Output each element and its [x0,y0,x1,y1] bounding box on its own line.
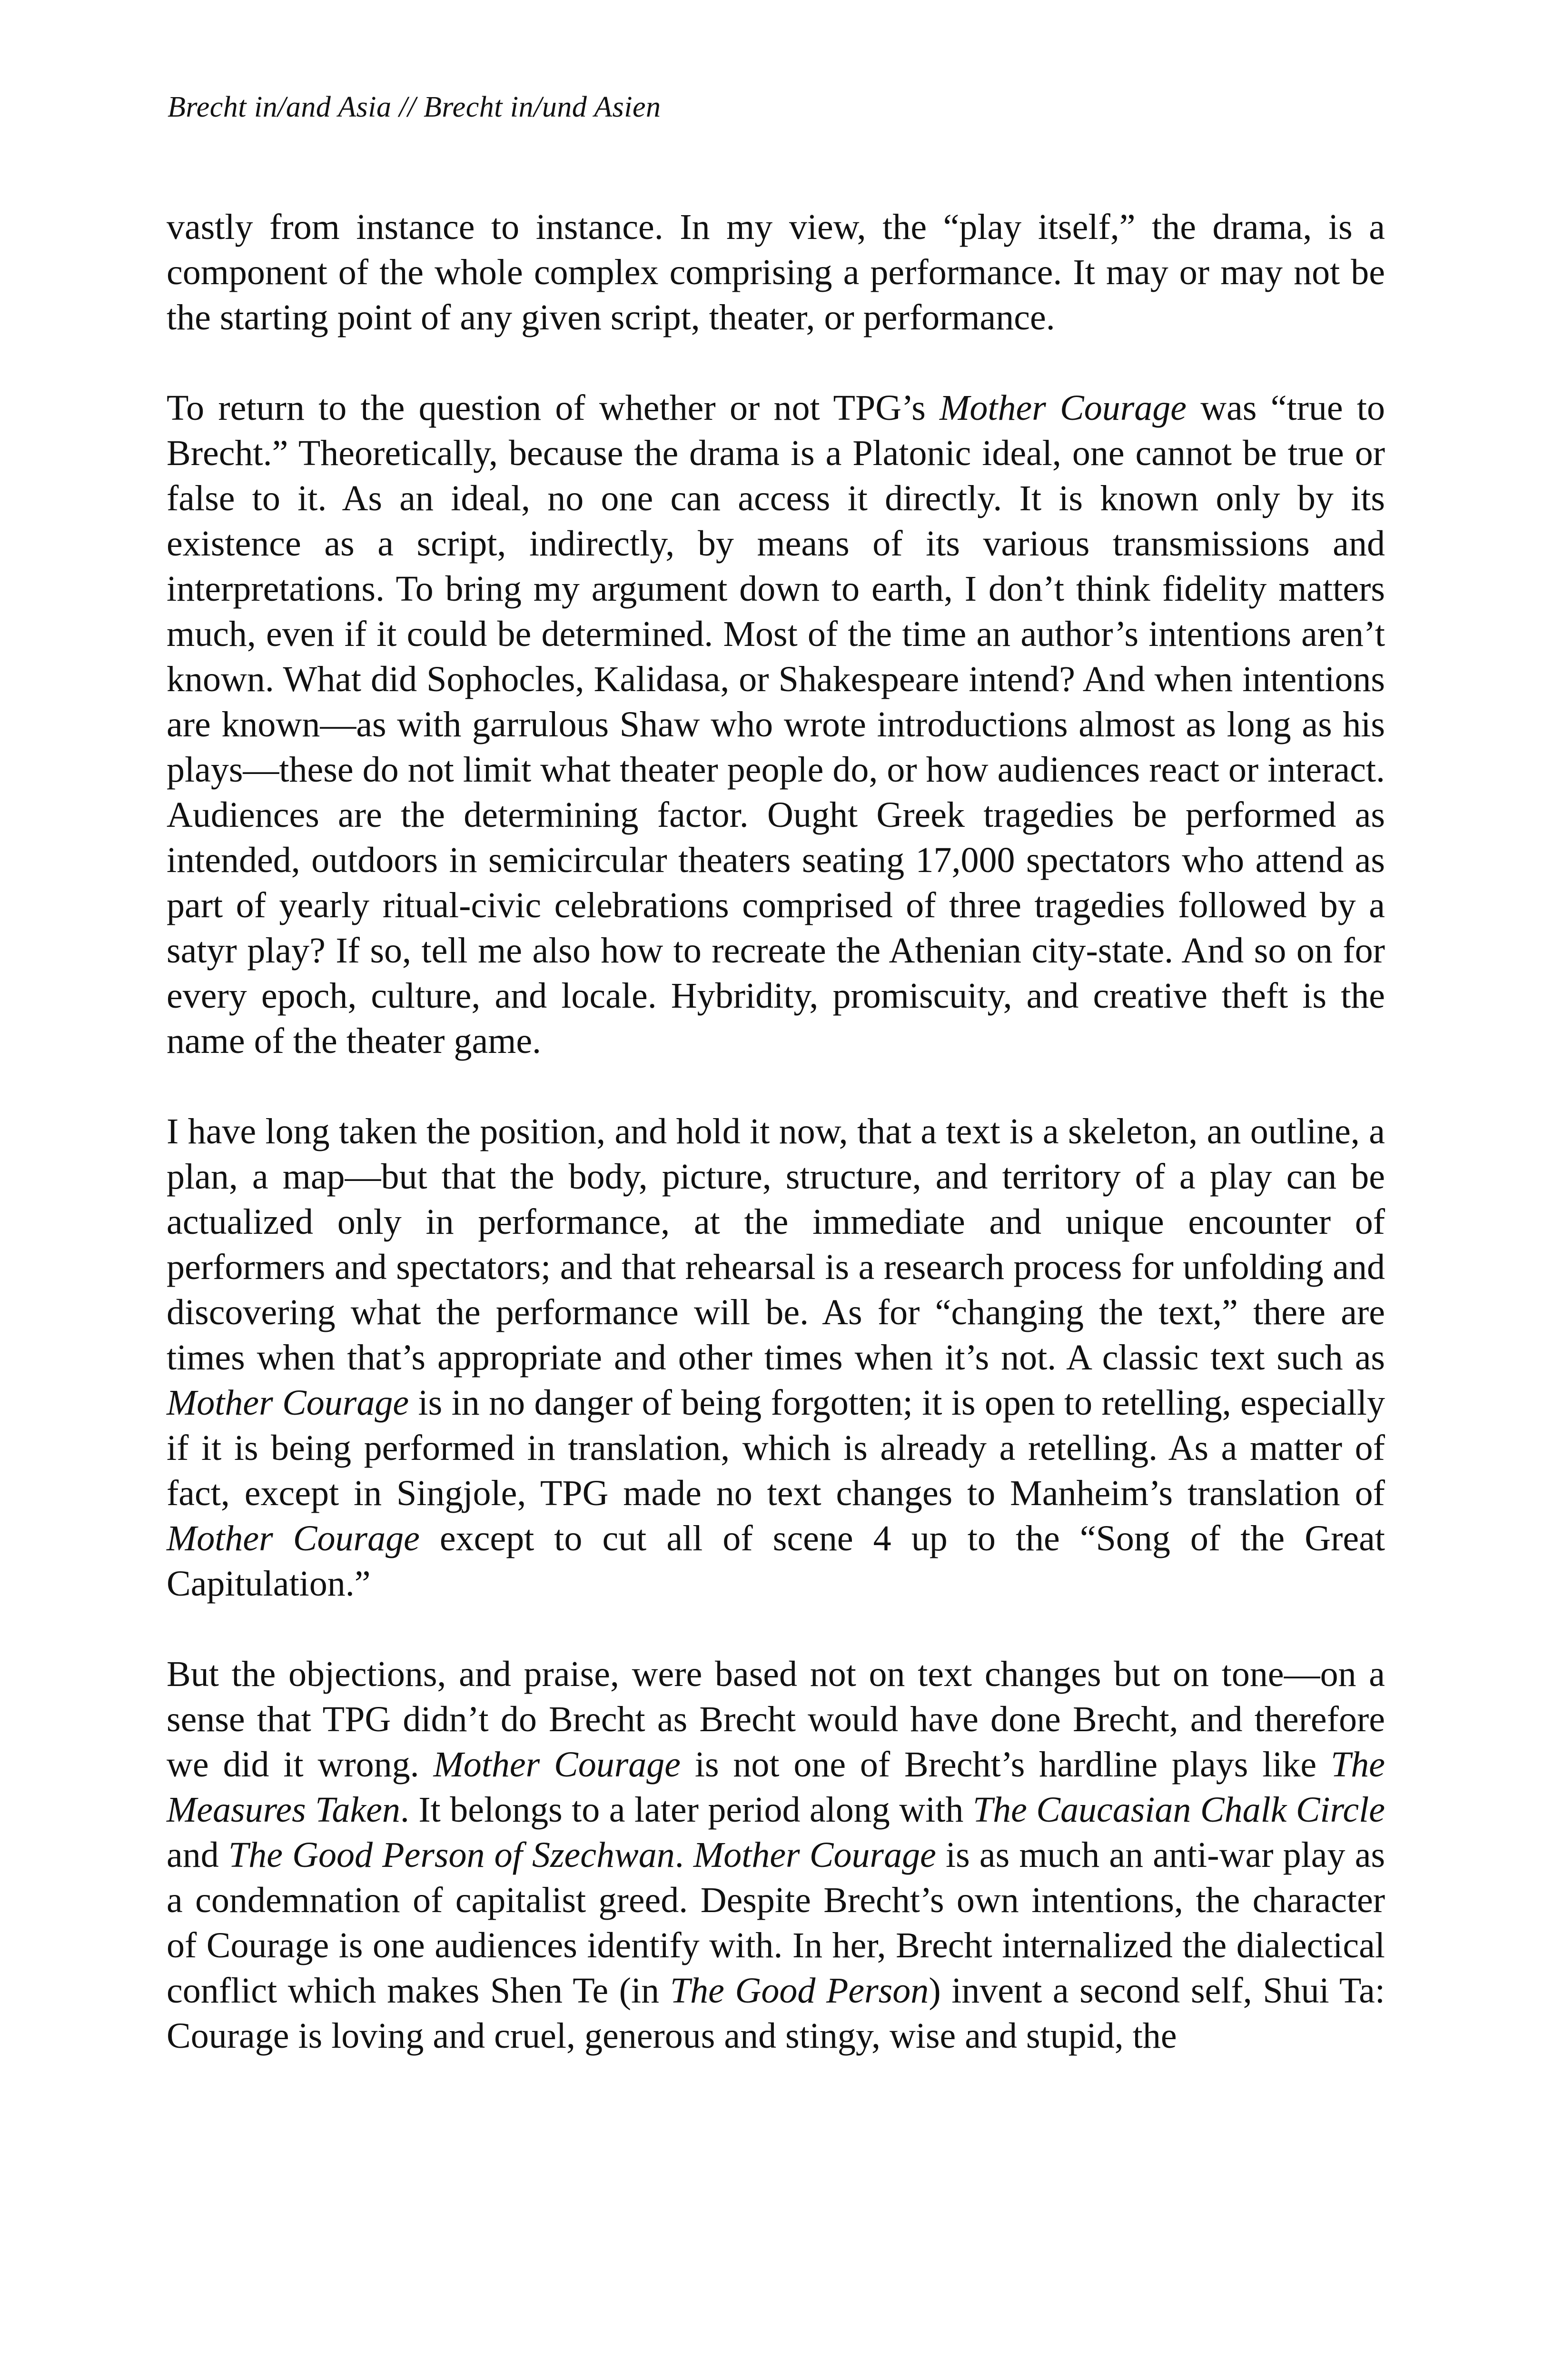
paragraph-1-text: vastly from instance to instance. In my view, the “play itself,” the drama, is a component of the whole complex comprising a performance. It may or may not be the starting point of any given script, theater, or performance. [167,207,1385,337]
paragraph-4-text: ) invent a second self, Shui Ta: Courage is loving and cruel, generous and stingy, wise and stupid, the [167,1971,1385,2056]
body-text [167,205,1385,2059]
title-the-measures-taken: The Measures Taken [167,1745,1385,1830]
title-good-person-of-szechwan: The Good Person of Szechwan [228,1835,675,1875]
paragraph-4-text: and [167,1835,228,1875]
title-the-good-person: The Good Person [670,1971,929,2011]
paragraph-4 [167,1652,1385,2059]
title-caucasian-chalk-circle: The Caucasian Chalk Circle [972,1790,1385,1830]
paragraph-3-text: except to cut all of scene 4 up to the “Song of the Great Capitulation.” [167,1518,1385,1604]
paragraph-2-text: was “true to Brecht.” Theoretically, because the drama is a Platonic ideal, one cannot be true or false to it. As an ideal, no one can access it directly. It is known only by its existence as a script, indirectly, by means of its various transmissions and interpretations. To bring my argument down to earth, I don’t think fidelity matters much, even if it could be determined. Most of the time an author’s intentions aren’t known. What did Sophocles, Kalidasa, or Shakespeare intend? And when intentions are known—as with garrulous Shaw who wrote introductions almost as long as his plays—these do not limit what theater people do, or how audiences react or interact. Audiences are the determining factor. Ought Greek tragedies be performed as intended, outdoors in semicircular theaters seating 17,000 spectators who attend as part of yearly ritual-civic celebrations comprised of three tragedies followed by a satyr play? If so, tell me also how to recreate the Athenian city-state. And so on for every epoch, culture, and locale. Hybridity, promiscuity, and creative theft is the name of the theater game. [167,388,1385,1061]
title-mother-courage: Mother Courage [693,1835,936,1875]
running-head: Brecht in/and Asia // Brecht in/und Asien [168,91,661,123]
paragraph-4-text: is not one of Brecht’s hardline plays like [681,1745,1331,1785]
paragraph-3-text: I have long taken the position, and hold it now, that a text is a skeleton, an outline, a plan, a map—but that the body, picture, structure, and territory of a play can be actualized only in performance, at the immediate and unique encounter of performers and spectators; and that rehearsal is a research process for unfolding and discovering what the performance will be. As for “changing the text,” there are times when that’s appropriate and other times when it’s not. A classic text such as [167,1111,1385,1378]
paragraph-1 [167,205,1385,340]
paragraph-4-text: is as much an anti-war play as a condemnation of capitalist greed. Despite Brecht’s own intentions, the character of Courage is one audiences identify with. In her, Brecht internalized the dialectical conflict which makes Shen Te (in [167,1835,1385,2011]
title-mother-courage: Mother Courage [433,1745,681,1785]
title-mother-courage: Mother Courage [940,388,1187,428]
title-mother-courage: Mother Courage [167,1383,409,1423]
paragraph-2 [167,386,1385,1064]
paragraph-4-text: . It belongs to a later period along with [400,1790,973,1830]
title-mother-courage: Mother Courage [167,1518,420,1558]
paragraph-3 [167,1109,1385,1606]
paragraph-2-text: To return to the question of whether or not TPG’s [167,388,940,428]
paragraph-4-text: But the objections, and praise, were based not on text changes but on tone—on a sense that TPG didn’t do Brecht as Brecht would have done Brecht, and therefore we did it wrong. [167,1654,1385,1785]
paragraph-4-text: . [674,1835,693,1875]
paragraph-3-text: is in no danger of being forgotten; it is open to retelling, especially if it is being performed in translation, which is already a retelling. As a matter of fact, except in Singjole, TPG made no text changes to Manheim’s translation of [167,1383,1385,1513]
